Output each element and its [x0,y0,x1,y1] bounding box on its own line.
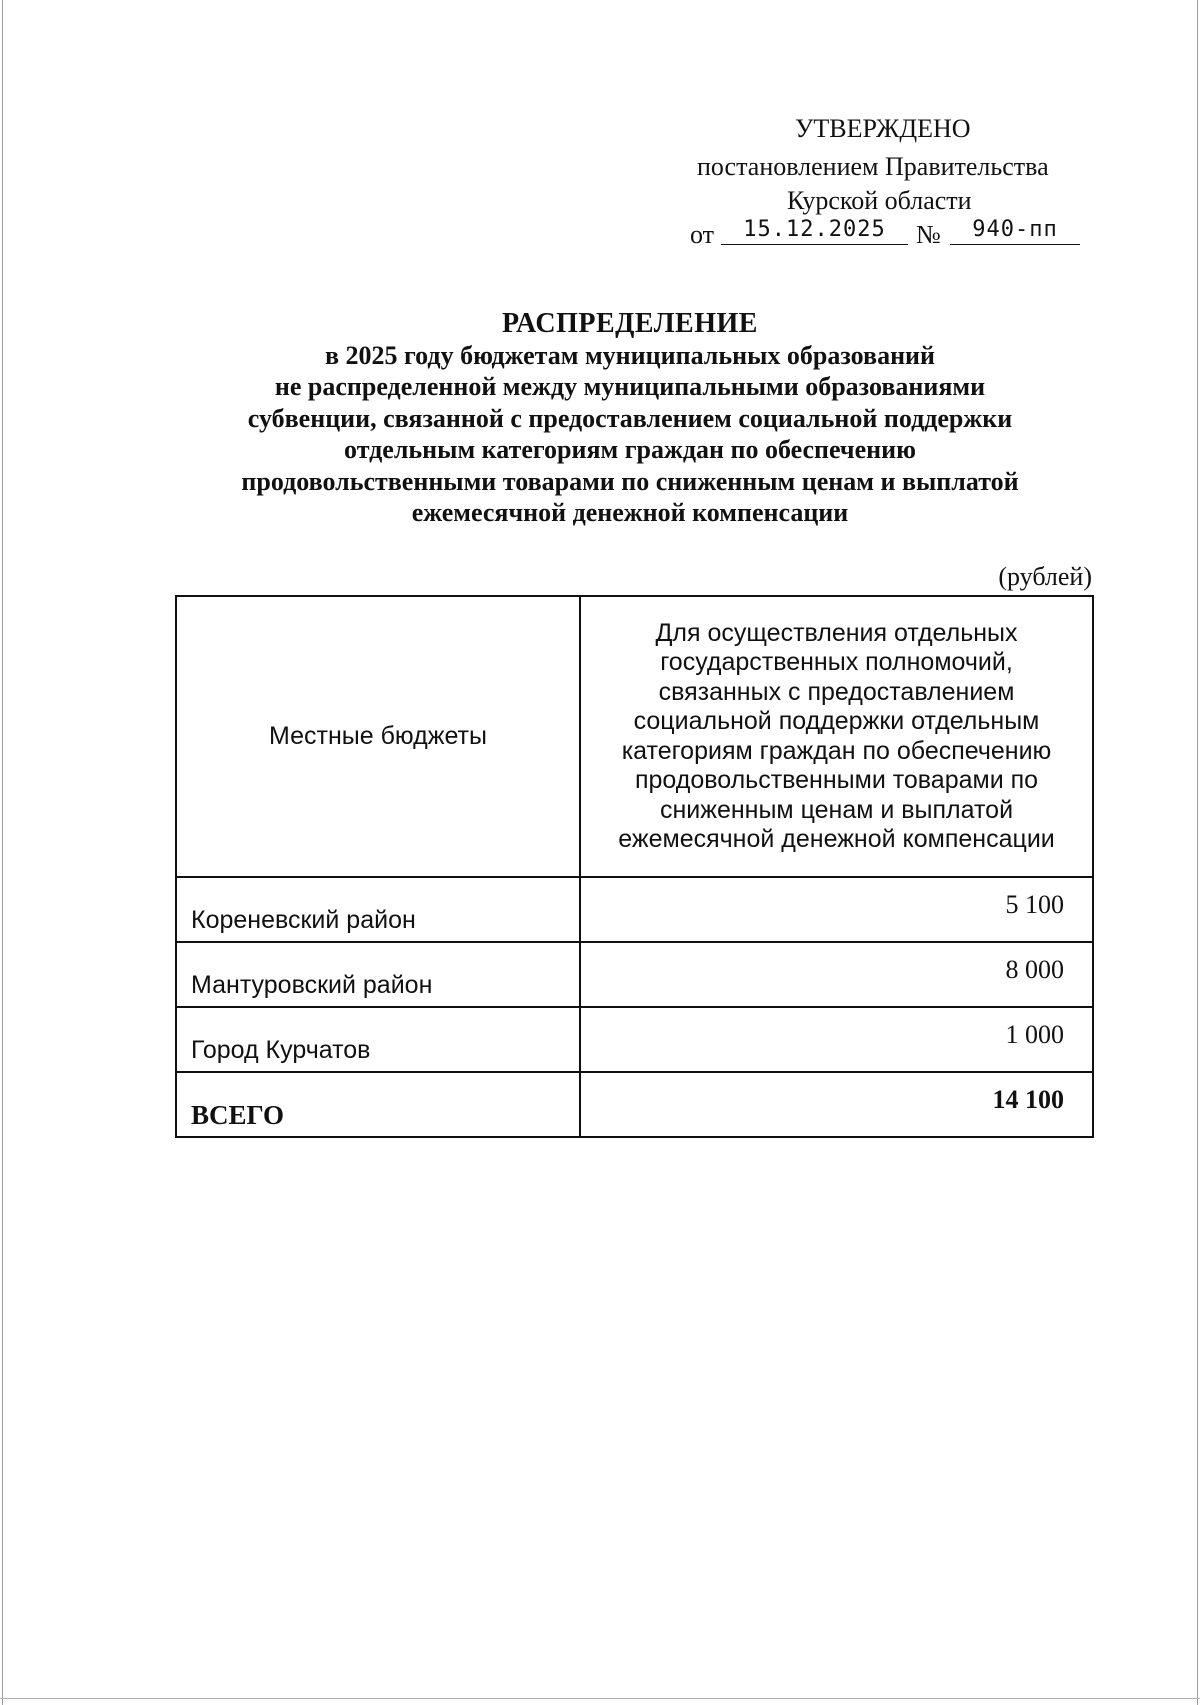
column-header-line: продовольственными товарами по [634,766,1039,794]
heading-line: продовольственными товарами по сниженным ценам и выплатой [241,466,1019,496]
column-header-line: сниженным ценам и выплатой [659,795,1014,824]
approval-number: 940-пп [950,216,1080,245]
heading-line: не распределенной между муниципальными образованиями [274,372,986,401]
row-value: 1 000 [580,1007,1093,1072]
heading-line: отдельным категориям граждан по обеспечению [344,435,916,464]
row-value: 8 000 [580,942,1093,1007]
approval-line-region: Курской области [787,186,972,215]
table-total-row [176,1072,1093,1137]
column-header-line: ежемесячной денежной компенсации [618,825,1055,853]
row-name: Город Курчатов [176,1007,580,1072]
approval-number-sign: № [916,220,941,249]
total-label: ВСЕГО [176,1072,580,1137]
page-edge-right [1197,0,1198,1705]
page-edge-left [2,0,3,1705]
table-row [176,942,1093,1007]
approval-date: 15.12.2025 [721,216,908,245]
units-label: (рублей) [998,562,1092,591]
table-header-row [176,596,1093,877]
budget-table [175,595,1094,1138]
document-heading [140,308,1120,529]
approval-title: УТВЕРЖДЕНО [795,114,971,143]
approval-date-label: от [690,220,715,249]
table-row [176,877,1093,942]
heading-line: в 2025 году бюджетам муниципальных образований [324,340,936,370]
column-header-line: Для осуществления отдельных [655,618,1018,647]
heading-line: субвенции, связанной с предоставлением социальной поддержки [247,403,1013,433]
total-value: 14 100 [580,1072,1093,1137]
row-name: Кореневский район [176,877,580,942]
column-header-line: государственных полномочий, [660,648,1013,676]
table-row [176,1007,1093,1072]
column-header-line: социальной поддержки отдельным [633,707,1040,735]
row-value: 5 100 [580,877,1093,942]
column-header-purpose [580,596,1093,877]
page-edge-bottom [0,1698,1200,1699]
heading-line: ежемесячной денежной компенсации [411,498,849,527]
column-header-line: связанных с предоставлением [658,677,1015,706]
row-name: Мантуровский район [176,942,580,1007]
column-header-line: категориям граждан по обеспечению [621,736,1052,765]
approval-line-resolution: постановлением Правительства [697,152,1049,181]
column-header-budgets: Местные бюджеты [176,596,580,877]
document-title: РАСПРЕДЕЛЕНИЕ [502,308,758,339]
